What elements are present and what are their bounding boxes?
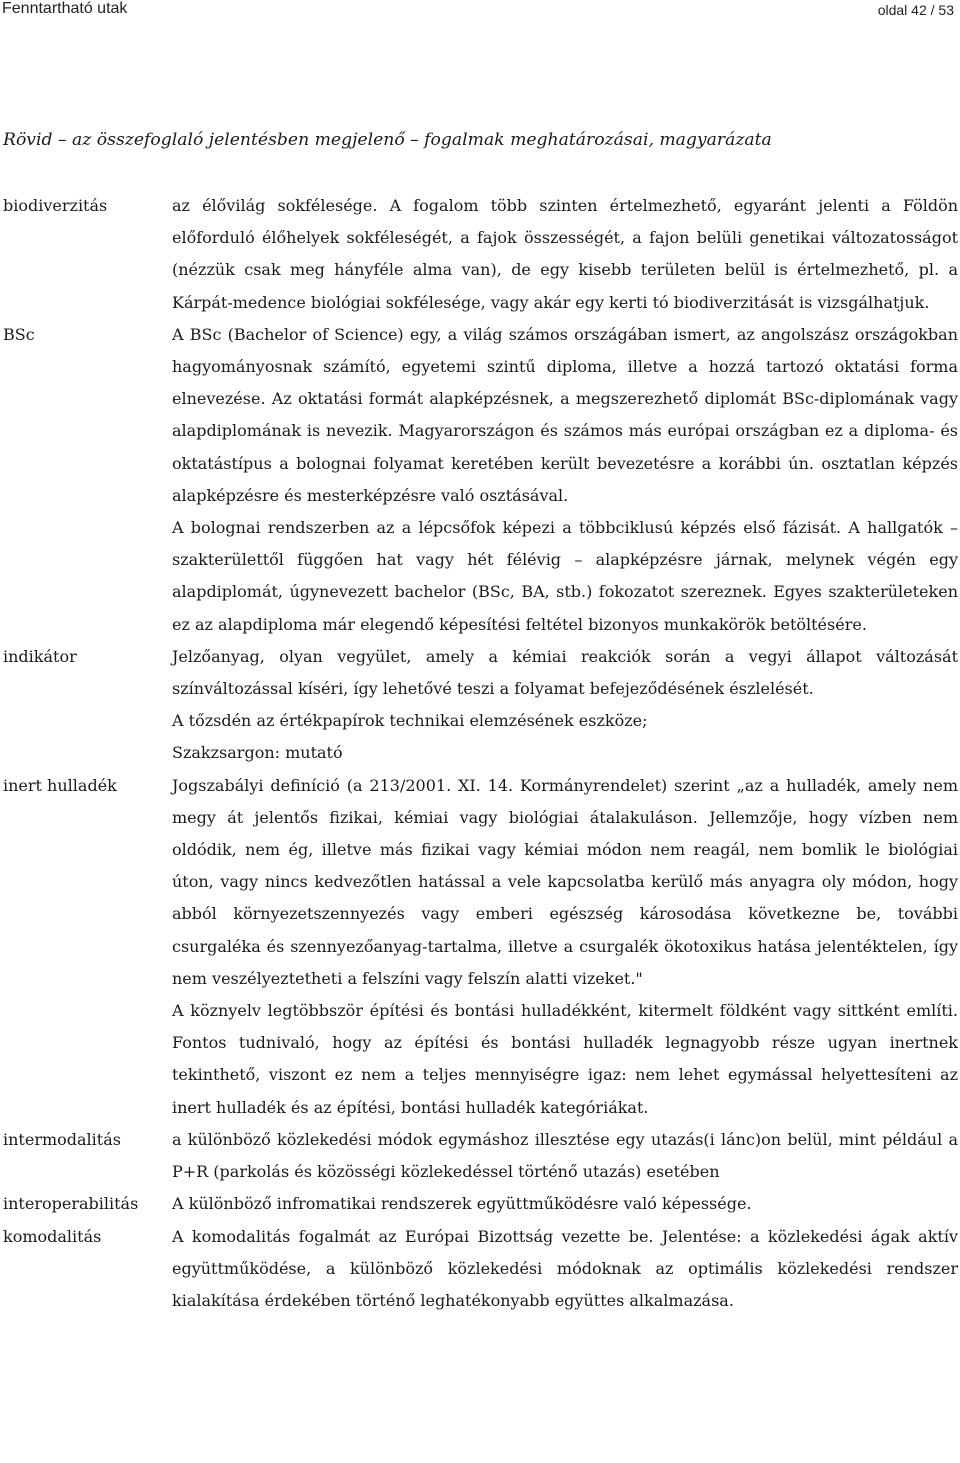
glossary-definition — [172, 770, 958, 1124]
glossary-definition — [172, 190, 958, 319]
definition-paragraph: Jogszabályi definíció (a 213/2001. XI. 14. Kormányrendelet) szerint „az a hulladék, amely nem megy át jelentős fizikai, kémiai vagy biológiai átalakuláson. Jellemzője, hogy vízben nem oldódik, nem ég, illetve más fizikai vagy kémiai módon nem reagál, nem bomlik le biológiai úton, vagy nincs kedvezőtlen hatással a vele kapcsolatba kerülő más anyagra oly módon, hogy abból környezetszennyezés vagy emberi egészség károsodása következne be, további csurgaléka és szennyezőanyag-tartalma, illetve a csurgalék ökotoxikus hatása jelentéktelen, így nem veszélyeztetheti a felszíni vagy felszín alatti vizeket." — [172, 775, 958, 988]
glossary-entry-bsc — [0, 319, 960, 641]
glossary-entry-intermodalitas — [0, 1124, 960, 1188]
definition-paragraph: Szakzsargon: mutató — [172, 743, 343, 763]
glossary-term: indikátor — [3, 646, 77, 666]
glossary-term: intermodalitás — [3, 1129, 121, 1149]
definition-paragraph: a különböző közlekedési módok egymáshoz illesztése egy utazás(i lánc)on belül, mint például a P+R (parkolás és közösségi közlekedéssel történő utazás) esetében — [172, 1129, 958, 1182]
section-title: Rövid – az összefoglaló jelentésben megjelenő – fogalmak meghatározásai, magyarázata — [3, 130, 772, 150]
glossary-term: biodiverzitás — [3, 196, 108, 215]
glossary-definition — [172, 1221, 958, 1318]
glossary-definition — [172, 319, 958, 641]
glossary-definition — [172, 1188, 958, 1220]
definition-paragraph: A köznyelv legtöbbször építési és bontási hulladékként, kitermelt földként vagy sittként említi. Fontos tudnivaló, hogy az építési és bontási hulladék legnagyobb része ugyan inertnek tekinthető, viszont ez nem a teljes mennyiségre igaz: nem lehet egymással helyettesíteni az inert hulladék és az építési, bontási hulladék kategóriákat. — [172, 1001, 958, 1117]
glossary-term: inert hulladék — [3, 775, 117, 795]
glossary-entry-biodiverzitas — [0, 190, 960, 319]
glossary-term: BSc — [3, 324, 35, 344]
glossary-entry-indikator — [0, 641, 960, 770]
definition-paragraph: A BSc (Bachelor of Science) egy, a világ számos országában ismert, az angolszász országokban hagyományosnak számító, egyetemi szintű diploma, illetve a hozzá tartozó oktatási forma elnevezése. Az oktatási formát alapképzésnek, a megszerezhető diplomát BSc-diplomának vagy alapdiplomának is nevezik. Magyarországon és számos más európai országban ez a diploma- és oktatástípus a bolognai folyamat keretében került bevezetésre a korábbi ún. osztatlan képzés alapképzésre és mesterképzésre való osztásával. — [172, 324, 958, 505]
glossary-term: komodalitás — [3, 1226, 102, 1246]
definition-paragraph: Jelzőanyag, olyan vegyület, amely a kémiai reakciók során a vegyi állapot változását színváltozással kíséri, így lehetővé teszi a folyamat befejeződésének észlelését. — [172, 646, 958, 699]
glossary-definition — [172, 641, 958, 770]
definition-paragraph: az élővilág sokfélesége. A fogalom több szinten értelmezhető, egyaránt jelenti a Földön előforduló élőhelyek sokféleségét, a fajok összességét, a fajon belüli genetikai változatosságot (nézzük csak meg hányféle alma van), de egy kisebb területen belül is értelmezhető, pl. a Kárpát-medence biológiai sokfélesége, vagy akár egy kerti tó biodiverzitását is vizsgálhatjuk. — [172, 196, 958, 312]
glossary-entry-inert-hulladek — [0, 770, 960, 1124]
glossary-entry-interoperabilitas — [0, 1188, 960, 1220]
definition-paragraph: A bolognai rendszerben az a lépcsőfok képezi a többciklusú képzés első fázisát. A hallgatók – szakterülettől függően hat vagy hét félévig – alapképzésre járnak, melynek végén egy alapdiplomát, úgynevezett bachelor (BSc, BA, stb.) fokozatot szereznek. Egyes szakterületeken ez az alapdiploma már elegendő képesítési feltétel bizonyos munkakörök betöltésére. — [172, 518, 958, 634]
document-title: Fenntartható utak — [2, 0, 128, 17]
glossary — [0, 190, 960, 1317]
page-header — [0, 0, 960, 26]
glossary-entry-komodalitas — [0, 1221, 960, 1318]
glossary-term: interoperabilitás — [3, 1194, 139, 1214]
definition-paragraph: A komodalitás fogalmát az Európai Bizottság vezette be. Jelentése: a közlekedési ágak aktív együttműködése, a különböző közlekedési módoknak az optimális közlekedési rendszer kialakítása érdekében történő leghatékonyabb együttes alkalmazása. — [172, 1226, 958, 1310]
page-number: oldal 42 / 53 — [877, 2, 954, 18]
glossary-definition — [172, 1124, 958, 1188]
definition-paragraph: A különböző infromatikai rendszerek együttműködésre való képessége. — [172, 1194, 752, 1214]
definition-paragraph: A tőzsdén az értékpapírok technikai elemzésének eszköze; — [172, 711, 648, 731]
